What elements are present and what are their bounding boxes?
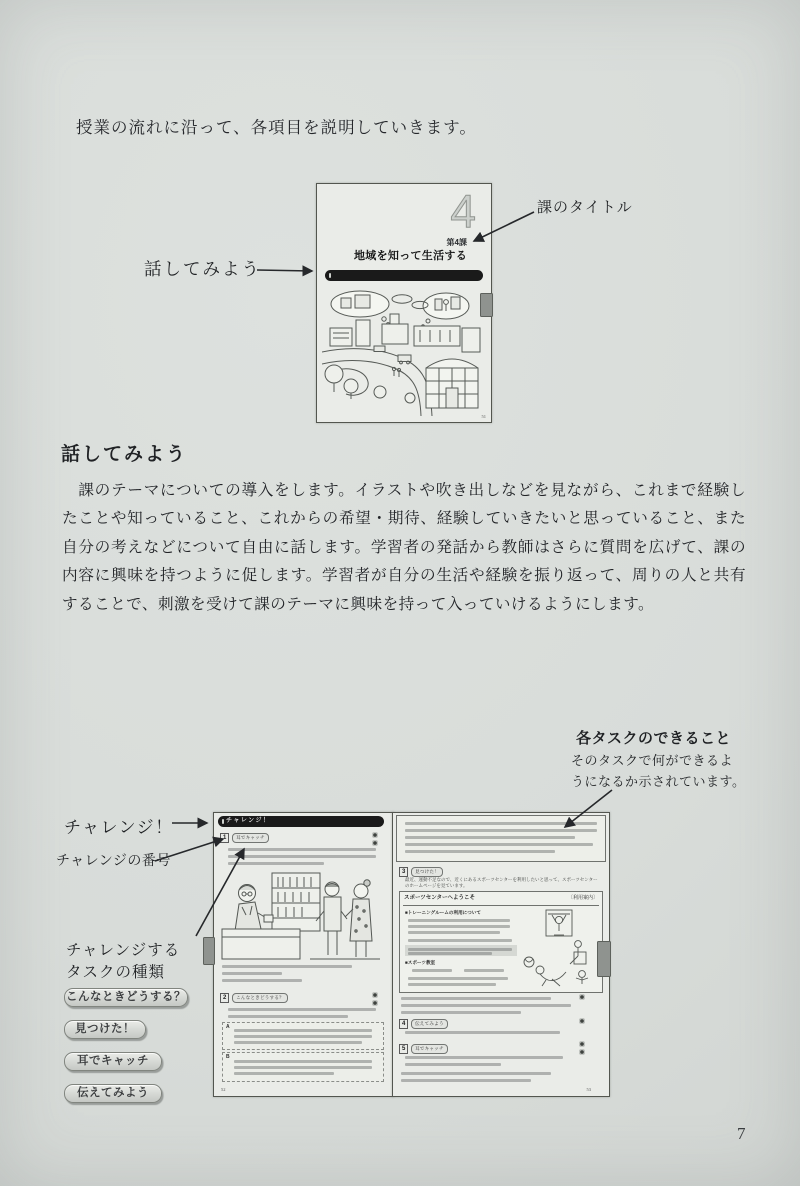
text-line	[222, 972, 282, 975]
box-b-label: B	[226, 1054, 230, 1060]
task-pill-konna-toki: こんなときどうする？	[64, 988, 188, 1007]
callout-challenge-number: チャレンジの番号	[56, 852, 171, 868]
divider	[403, 905, 599, 906]
callout-cando-desc-line1: そのタスクで何ができるよ	[571, 753, 734, 768]
text-line	[401, 1079, 531, 1082]
bar-notch	[222, 819, 224, 824]
section3-badge: 見つけた！	[411, 867, 443, 877]
task-pill-mitsuketa: 見つけた！	[64, 1020, 146, 1039]
sports-class-item: ■スポーツ教室	[405, 960, 436, 965]
text-line	[412, 969, 452, 972]
cd-icon	[372, 832, 378, 838]
text-line	[401, 1004, 571, 1007]
sports-center-tag: 〔利用案内〕	[567, 895, 598, 901]
section1-number: 1	[220, 833, 229, 843]
challenge-bar	[218, 816, 384, 827]
section4-number: 4	[399, 1019, 408, 1029]
text-line	[405, 829, 597, 832]
text-line	[408, 931, 500, 934]
mini-page-number: 52	[221, 1087, 226, 1092]
cd-icon	[372, 840, 378, 846]
library-illustration	[220, 871, 385, 961]
text-line	[405, 843, 593, 846]
text-line	[234, 1041, 362, 1044]
lesson-number: 4	[450, 185, 476, 237]
text-line	[405, 850, 555, 853]
bar-notch	[329, 273, 331, 278]
section4-badge: 伝えてみよう	[411, 1019, 448, 1029]
section3-text-line1: 最近、運動不足なので、近くにあるスポーツセンターを利用したいと思って、スポーツセンター	[405, 877, 598, 882]
sports-center-title: スポーツセンターへようこそ	[404, 895, 476, 901]
callout-cando-title: 各タスクのできること	[576, 730, 732, 747]
text-line	[405, 822, 597, 825]
callout-cando-desc-line2: うになるか示されています。	[571, 774, 746, 789]
box-a-label: A	[226, 1024, 230, 1030]
text-line	[408, 939, 512, 942]
note-shade	[405, 945, 517, 956]
text-line	[405, 836, 575, 839]
text-line	[228, 1008, 376, 1011]
text-line	[228, 1015, 348, 1018]
answer-box-b	[222, 1052, 384, 1082]
text-line	[234, 1072, 334, 1075]
page-tab	[203, 937, 215, 965]
cd-icon	[372, 1000, 378, 1006]
text-line	[401, 1011, 521, 1014]
body-paragraph: 課のテーマについての導入をします。イラストや吹き出しなどを見ながら、これまで経験したことや知っていること、これからの希望・期待、経験していきたいと思っていること、また自分の考えなどについて自由に話します。学習者の発話から教師はさらに質問を広げて、課の内容に興味を持つように促します。学習者が自分の生活や経験を振り返って、周りの人と共有することで、刺激を受けて課のテーマに興味を持って入っていけるようにします。	[62, 482, 746, 613]
text-line	[408, 983, 496, 986]
mini-page-number: 53	[586, 1087, 591, 1092]
lesson-opener-thumbnail	[316, 183, 492, 423]
text-line	[408, 977, 508, 980]
spread-right-page	[392, 812, 610, 1097]
text-line	[234, 1035, 372, 1038]
page-number: 7	[737, 1124, 747, 1143]
callout-tasktype-line1: チャレンジする	[66, 942, 181, 959]
text-line	[464, 969, 504, 972]
cd-icon	[579, 1049, 585, 1055]
text-line	[408, 952, 492, 955]
task-pill-tsutaete: 伝えてみよう	[64, 1084, 162, 1103]
spread-left-page	[213, 812, 394, 1097]
text-line	[234, 1060, 372, 1063]
mini-page-number: 51	[481, 414, 486, 419]
cando-list-box	[396, 815, 606, 862]
cd-icon	[372, 992, 378, 998]
page-tab	[480, 293, 493, 317]
text-line	[228, 855, 376, 858]
section5-number: 5	[399, 1044, 408, 1054]
section2-badge: こんなときどうする？	[232, 993, 288, 1003]
cd-icon	[579, 994, 585, 1000]
task-pill-mimi-de-catch: 耳でキャッチ	[64, 1052, 162, 1071]
text-line	[234, 1029, 372, 1032]
text-line	[228, 848, 376, 851]
callout-tasktype-line2: タスクの種類	[66, 964, 166, 981]
text-line	[228, 862, 324, 865]
text-line	[405, 1056, 563, 1059]
section3-text-line2: のホームページを見ています。	[405, 883, 468, 888]
text-line	[401, 1072, 551, 1075]
text-line	[408, 948, 512, 951]
arrow-hanashite	[257, 270, 312, 271]
callout-hanashitemiyou: 話してみよう	[144, 259, 261, 279]
town-illustration	[322, 286, 486, 416]
text-line	[405, 1063, 501, 1066]
section-heading: 話してみよう	[61, 444, 188, 465]
text-line	[222, 979, 302, 982]
answer-box-a	[222, 1022, 384, 1050]
text-line	[401, 997, 551, 1000]
text-line	[234, 1066, 372, 1069]
intro-text: 授業の流れに沿って、各項目を説明していきます。	[76, 118, 477, 137]
sports-center-box	[399, 891, 603, 993]
section1-badge: 耳でキャッチ	[232, 833, 269, 843]
text-line	[405, 1031, 560, 1034]
page-tab	[597, 941, 611, 977]
section5-badge: 耳でキャッチ	[411, 1044, 448, 1054]
section-title-bar	[325, 270, 483, 281]
lesson-title: 地域を知って生活する	[354, 250, 467, 262]
text-line	[408, 925, 510, 928]
callout-lesson-title: 課のタイトル	[537, 199, 633, 216]
text-line	[222, 965, 352, 968]
challenge-bar-label: チャレンジ！	[226, 818, 271, 824]
exercise-illustration	[518, 908, 598, 988]
cd-icon	[579, 1018, 585, 1024]
text-line	[408, 919, 510, 922]
section3-number: 3	[399, 867, 408, 877]
cd-icon	[579, 1041, 585, 1047]
training-room-item: ■トレーニングルームの利用について	[405, 910, 481, 915]
lesson-label: 第4課	[446, 238, 467, 247]
section2-number: 2	[220, 993, 229, 1003]
callout-challenge: チャレンジ！	[64, 818, 174, 837]
